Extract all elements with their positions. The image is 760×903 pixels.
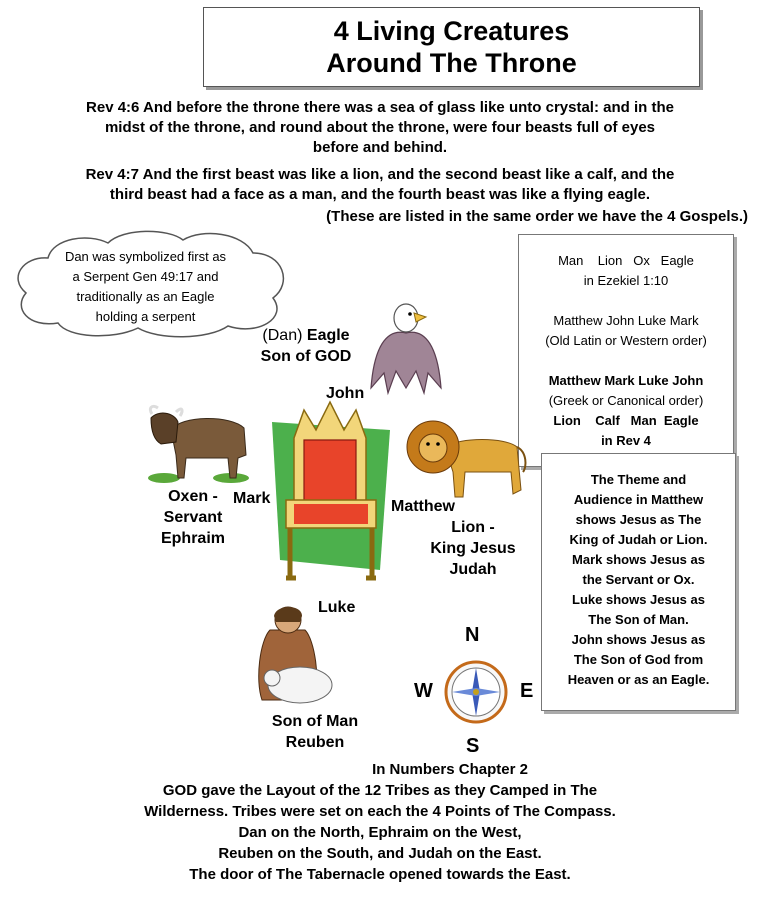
oxen-line: Oxen - bbox=[168, 488, 218, 505]
bottom-line: GOD gave the Layout of the 12 Tribes as they Camped in The bbox=[162, 782, 598, 799]
theme-line: Luke shows Jesus as bbox=[572, 592, 705, 607]
eagle-subtitle: Son of GOD bbox=[260, 348, 352, 365]
theme-line: Mark shows Jesus as bbox=[572, 552, 705, 567]
verse-line: before and behind. bbox=[312, 139, 448, 156]
theme-line: Audience in Matthew bbox=[573, 492, 704, 507]
theme-line: The Son of God from bbox=[573, 652, 704, 667]
john-label: John bbox=[326, 385, 365, 402]
mark-label: Mark bbox=[233, 490, 271, 507]
lion-line: Lion - bbox=[451, 519, 495, 536]
theme-line: The Son of Man. bbox=[588, 612, 689, 627]
compass-west: W bbox=[414, 680, 433, 702]
title-line-1: 4 Living Creatures bbox=[333, 16, 570, 46]
oxen-line: Ephraim bbox=[160, 530, 225, 547]
bottom-line: The door of The Tabernacle opened towards the East. bbox=[189, 866, 571, 883]
oxen-line: Servant bbox=[163, 509, 223, 526]
eagle-illustration bbox=[366, 293, 446, 403]
compass-icon bbox=[444, 660, 508, 724]
verse-line: third beast had a face as a man, and the fourth beast was like a flying eagle. bbox=[109, 186, 651, 203]
eagle-label bbox=[250, 325, 362, 346]
order-line: (Old Latin or Western order) bbox=[545, 333, 707, 348]
compass-north: N bbox=[465, 624, 480, 646]
bottom-line: Wilderness. Tribes were set on each the 4 Points of The Compass. bbox=[144, 803, 616, 820]
order-line: Matthew John Luke Mark bbox=[553, 313, 699, 328]
verse-rev-4-6 bbox=[8, 98, 752, 158]
verse-line: Rev 4:6 And before the throne there was a sea of glass like unto crystal: and in the bbox=[86, 99, 674, 116]
luke-label: Luke bbox=[318, 599, 356, 616]
order-line: in Rev 4 bbox=[601, 433, 651, 448]
throne-illustration bbox=[272, 400, 390, 585]
order-line: in Ezekiel 1:10 bbox=[583, 273, 669, 288]
theme-line: Heaven or as an Eagle. bbox=[567, 672, 710, 687]
eagle-prefix: (Dan) bbox=[262, 327, 303, 344]
cloud-line: a Serpent Gen 49:17 and bbox=[72, 269, 219, 284]
cloud-line: holding a serpent bbox=[95, 309, 196, 324]
numbers-chapter-2-text bbox=[8, 759, 752, 885]
man-label bbox=[255, 711, 375, 753]
order-line: Man Lion Ox Eagle bbox=[558, 253, 694, 268]
order-line: Lion Calf Man Eagle bbox=[553, 413, 699, 428]
lion-label bbox=[418, 517, 528, 580]
bottom-line: Reuben on the South, and Judah on the East. bbox=[218, 845, 542, 862]
verse-note: (These are listed in the same order we have the 4 Gospels.) bbox=[326, 208, 748, 225]
compass-east: E bbox=[520, 680, 534, 702]
man-line: Son of Man bbox=[271, 713, 359, 730]
ox-illustration bbox=[146, 400, 251, 485]
verse-rev-4-7 bbox=[8, 165, 752, 205]
order-line: Matthew Mark Luke John bbox=[548, 373, 704, 388]
man-line: Reuben bbox=[285, 734, 345, 751]
verse-line: Rev 4:7 And the first beast was like a lion, and the second beast like a calf, and the bbox=[85, 166, 675, 183]
theme-box bbox=[541, 453, 736, 711]
theme-line: The Theme and bbox=[590, 472, 687, 487]
theme-line: the Servant or Ox. bbox=[582, 572, 695, 587]
theme-line: John shows Jesus as bbox=[571, 632, 706, 647]
bottom-line: In Numbers Chapter 2 bbox=[372, 761, 528, 778]
bottom-line: Dan on the North, Ephraim on the West, bbox=[238, 824, 522, 841]
eagle-name: Eagle bbox=[306, 327, 350, 344]
lion-line: King Jesus bbox=[430, 540, 516, 557]
cloud-text bbox=[38, 247, 253, 327]
theme-line: King of Judah or Lion. bbox=[569, 532, 708, 547]
compass-south: S bbox=[466, 735, 480, 757]
gospel-order-box bbox=[518, 234, 734, 467]
title-line-2: Around The Throne bbox=[326, 48, 577, 78]
title-box bbox=[203, 7, 700, 87]
lion-illustration bbox=[405, 412, 530, 502]
lion-line: Judah bbox=[449, 561, 497, 578]
cloud-line: Dan was symbolized first as bbox=[64, 249, 227, 264]
cloud-line: traditionally as an Eagle bbox=[76, 289, 215, 304]
theme-line: shows Jesus as The bbox=[575, 512, 702, 527]
oxen-label bbox=[148, 486, 238, 549]
verse-line: midst of the throne, and round about the throne, were four beasts full of eyes bbox=[104, 119, 656, 136]
order-line: (Greek or Canonical order) bbox=[548, 393, 704, 408]
matthew-label: Matthew bbox=[391, 498, 455, 515]
